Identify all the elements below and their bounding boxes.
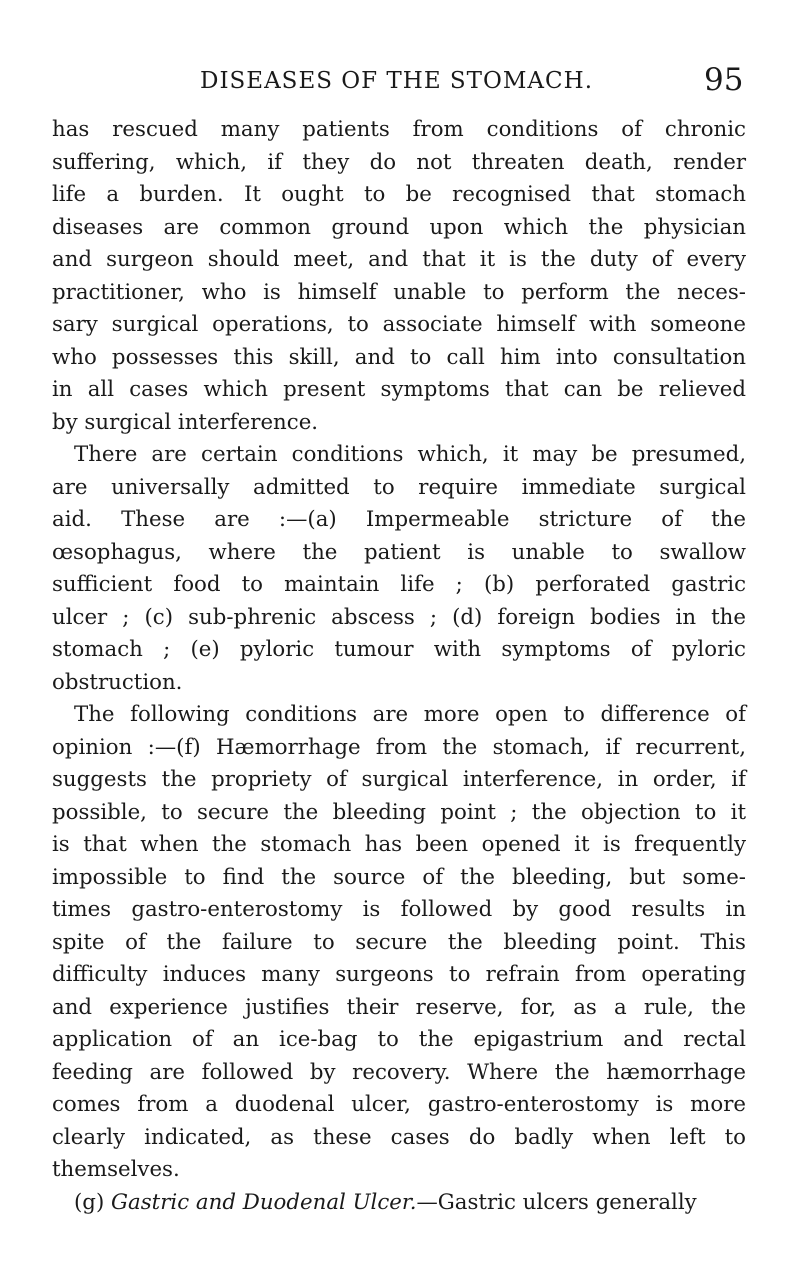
text-line: application of an ice-bag to the epigastrium and rectal	[52, 1027, 746, 1052]
text-line: spite of the failure to secure the bleeding point. This	[52, 929, 746, 955]
paragraph-1	[52, 114, 746, 439]
text-line: and surgeon should meet, and that it is the duty of every	[52, 247, 746, 272]
paragraph-3	[52, 699, 746, 1187]
text-line: suggests the propriety of surgical interference, in order, if	[52, 767, 746, 792]
text-line: feeding are followed by recovery. Where the hæmorrhage	[52, 1059, 746, 1085]
text-line: by surgical interference.	[52, 409, 319, 435]
paragraph-2	[52, 439, 746, 699]
text-line: and experience justifies their reserve, for, as a rule, the	[52, 994, 746, 1020]
running-head: DISEASES OF THE STOMACH.	[200, 68, 593, 94]
text-line: life a burden. It ought to be recognised that stomach	[52, 182, 746, 207]
text-line: There are certain conditions which, it may be presumed,	[74, 442, 746, 467]
text-line: are universally admitted to require immediate surgical	[52, 474, 746, 500]
text-line: has rescued many patients from conditions of chronic	[52, 117, 746, 142]
text-line: œsophagus, where the patient is unable to swallow	[52, 539, 746, 565]
text-line: in all cases which present symptoms that can be relieved	[52, 377, 746, 402]
text-line: ulcer ; (c) sub-phrenic abscess ; (d) foreign bodies in the	[52, 604, 746, 630]
text-line: themselves.	[52, 1157, 180, 1182]
subsection-heading: Gastric and Duodenal Ulcer.	[111, 1189, 417, 1215]
text-line: impossible to find the source of the bleeding, but some-	[52, 864, 746, 890]
body-text	[52, 114, 746, 1219]
text-line: obstruction.	[52, 669, 183, 695]
text-line: clearly indicated, as these cases do badly when left to	[52, 1124, 746, 1150]
text-line: diseases are common ground upon which the physician	[52, 214, 746, 240]
text-line: comes from a duodenal ulcer, gastro-enterostomy is more	[52, 1092, 746, 1117]
page-number: 95	[704, 62, 744, 98]
text-line: times gastro-enterostomy is followed by good results in	[52, 897, 746, 922]
text-line: sufficient food to maintain life ; (b) perforated gastric	[52, 572, 746, 597]
page-header	[0, 64, 800, 104]
text-line: The following conditions are more open to difference of	[74, 702, 746, 727]
text-line: possible, to secure the bleeding point ; the objection to it	[52, 799, 746, 825]
text-line: is that when the stomach has been opened it is frequently	[52, 832, 746, 857]
subsection-text: —Gastric ulcers generally	[416, 1189, 697, 1215]
subsection-label: (g)	[74, 1189, 105, 1215]
text-line: practitioner, who is himself unable to perform the neces-	[52, 279, 746, 305]
text-line: stomach ; (e) pyloric tumour with symptoms of pyloric	[52, 637, 746, 662]
paragraph-4	[52, 1187, 746, 1220]
text-line: sary surgical operations, to associate himself with someone	[52, 312, 746, 337]
text-line: suffering, which, if they do not threaten death, render	[52, 149, 746, 175]
text-line: aid. These are :—(a) Impermeable stricture of the	[52, 507, 746, 532]
text-line: opinion :—(f) Hæmorrhage from the stomach, if recurrent,	[52, 734, 746, 760]
text-line	[52, 1187, 746, 1220]
text-line: who possesses this skill, and to call him into consultation	[52, 344, 746, 370]
text-line: difficulty induces many surgeons to refrain from operating	[52, 962, 746, 987]
